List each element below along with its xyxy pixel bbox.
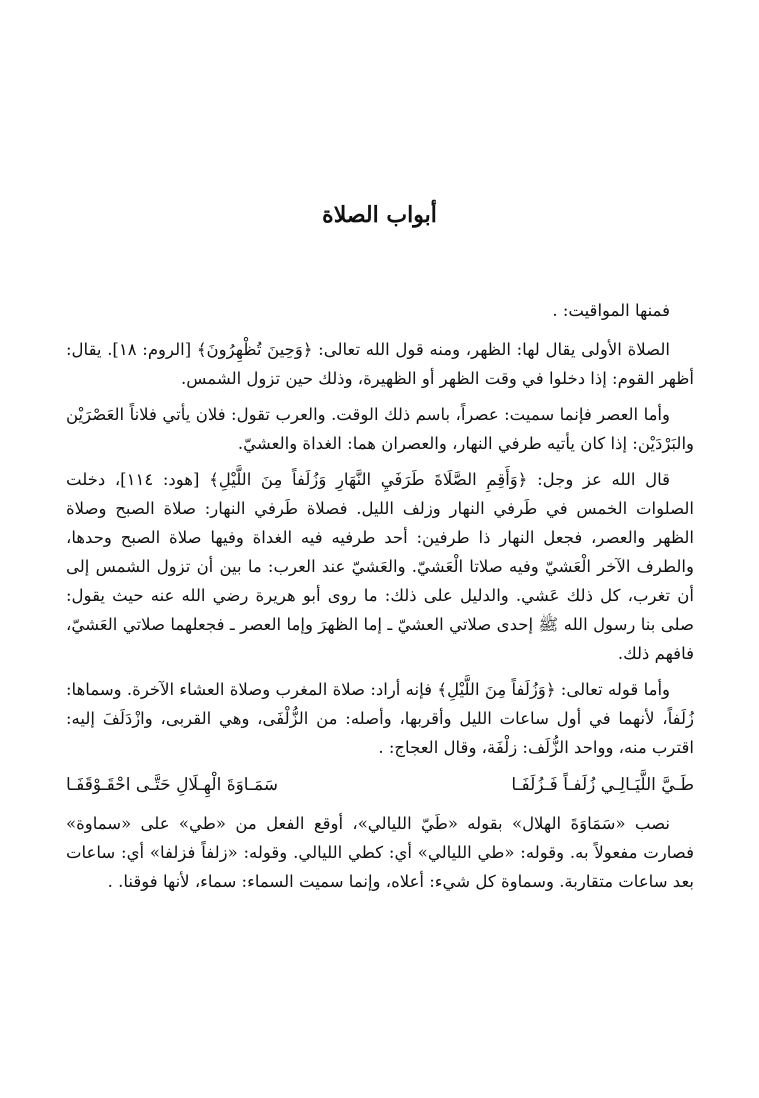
verse-first-hemistich: طَـيَّ اللَّيَـالِـي زُلَفـاً فَـزُلَفَـا bbox=[511, 775, 694, 795]
paragraph-quran-verse: قال الله عز وجل: ﴿وَأَقِمِ الصَّلَاةَ طَرَفَيِ النَّهَارِ وَزُلَفاً مِنَ اللَّيْلِ﴾ [هود: ١١٤]، دخلت الصلوات الخمس في طَرفي النهار وزلف الليل. فصلاة طَرفي النهار: صلاة الصبح وصلاة الظهر والعصر، فجعل النهار ذا طرفين: أحد طرفيه فيه الغداة وفيها صلاة الصبح وحدها، والطرف الآخر الْعَشيّ وفيه صلاتا الْعَشيّ. والعَشيّ عند العرب: ما بين أن تزول الشمس إلى أن تغرب، كل ذلك عَشي. والدليل على ذلك: ما روى أبو هريرة رضي الله عنه حيث يقول: صلى بنا رسول الله ﷺ إحدى صلاتي العشيّ ـ إما الظهرَ وإما العصر ـ فجعلهما صلاتي العَشيّ، فافهم ذلك. bbox=[66, 470, 695, 663]
paragraph-intro: فمنها المواقيت: . bbox=[552, 301, 670, 320]
page-title: أبواب الصلاة bbox=[322, 202, 437, 228]
paragraph-dhuhr: الصلاة الأولى يقال لها: الظهر، ومنه قول الله تعالى: ﴿وَحِينَ تُظْهِرُونَ﴾ [الروم: ١٨]. يقال: أظهر القوم: إذا دخلوا في وقت الظهر أو الظهيرة، وذلك حين تزول الشمس. bbox=[66, 340, 694, 388]
page-body bbox=[66, 296, 694, 903]
verse-second-hemistich: سَمَـاوَةَ الْهِـلَالِ حَتَّـى احْقَـوْقَفَـا bbox=[66, 775, 279, 795]
paragraph-asr: وأما العصر فإنما سميت: عصراً، باسم ذلك الوقت. والعرب تقول: فلان يأتي فلاناً العَصْرَيْن والبَرْدَيْن: إذا كان يأتيه طرفي النهار، والعصران هما: الغداة والعشيّ. bbox=[66, 405, 694, 453]
poetry-verse bbox=[66, 769, 694, 801]
paragraph-zulaf: وأما قوله تعالى: ﴿وَزُلَفاً مِنَ اللَّيْلِ﴾ فإنه أراد: صلاة المغرب وصلاة العشاء الآخرة. وسماها: زُلَفاً، لأنهما في أول ساعات الليل وأقربها، وأصله: من الزُّلْفَى، وهي القربى، وازْدَلَفَ إليه: اقترب منه، وواحد الزُّلَف: زلْفَة، وقال العجاج: . bbox=[66, 680, 694, 757]
paragraph-explanation: نصب «سَمَاوَةَ الهلال» بقوله «طَيّ الليالي»، أوقع الفعل من «طي» على «سماوة» فصارت مفعولاً به. وقوله: «طي الليالي» أي: كطي الليالي. وقوله: «زلفاً فزلفا» أي: ساعات بعد ساعات متقاربة. وسماوة كل شيء: أعلاه، وإنما سميت السماء: سماء، لأنها فوقنا. . bbox=[66, 814, 694, 891]
